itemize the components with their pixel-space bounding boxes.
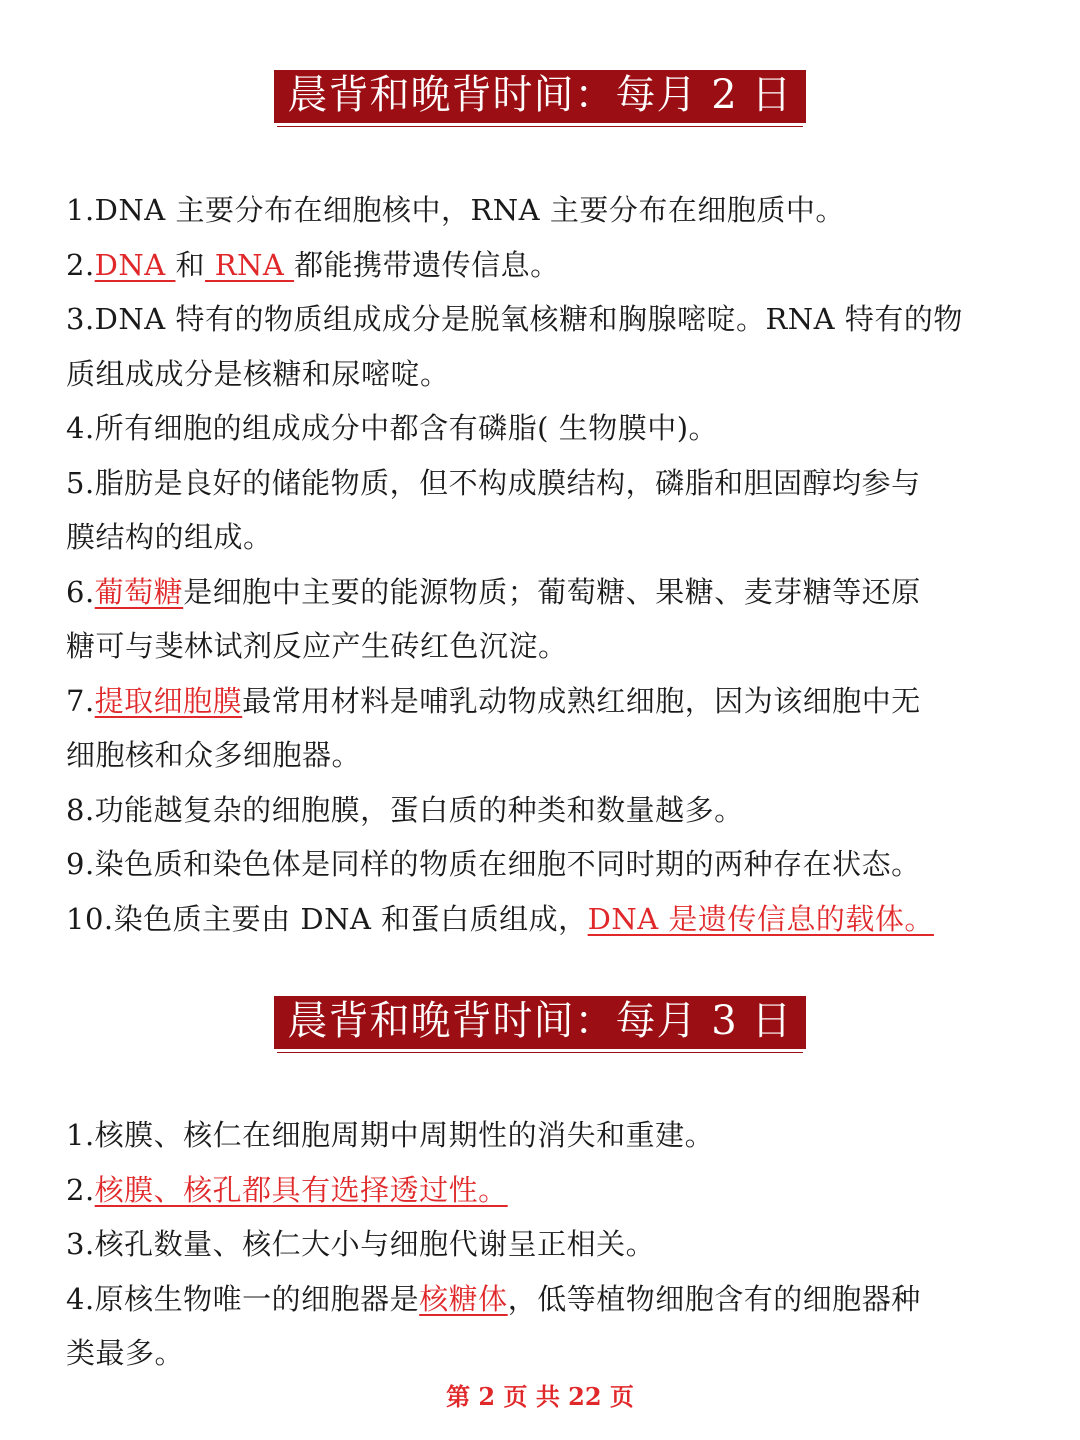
list-item-continued: 质组成成分是核糖和尿嘧啶。	[66, 356, 450, 391]
item-number: 2.	[66, 247, 95, 282]
list-item-continued: 膜结构的组成。	[66, 520, 273, 554]
item-text: 和	[175, 247, 205, 282]
list-item: 1.核膜、核仁在细胞周期中周期性的消失和重建。	[66, 1118, 715, 1152]
list-item	[66, 674, 1016, 729]
item-text: ，低等植物细胞含有的细胞器种	[507, 1281, 921, 1316]
list-item	[66, 892, 1016, 947]
list-item	[66, 1163, 1016, 1218]
highlight-text: DNA	[94, 247, 176, 282]
section1-heading: 晨背和晚背时间：每月 2 日	[274, 70, 807, 123]
list-item: 1.DNA 主要分布在细胞核中，RNA 主要分布在细胞质中。	[66, 193, 845, 227]
item-text: 4.原核生物唯一的细胞器是	[66, 1281, 420, 1316]
list-item: 5.脂肪是良好的储能物质，但不构成膜结构，磷脂和胆固醇均参与	[66, 465, 921, 500]
list-item-continued: 类最多。	[66, 1336, 185, 1370]
highlight-text: RNA	[204, 247, 295, 282]
highlight-text: 核膜、核孔都具有选择透过性。	[94, 1172, 508, 1207]
item-number: 2.	[66, 1172, 95, 1207]
item-number: 6.	[66, 574, 95, 609]
list-item	[66, 565, 1016, 620]
highlight-text: 核糖体	[419, 1281, 508, 1316]
section2-heading-wrap	[0, 996, 1080, 1049]
list-item-continued: 糖可与斐林试剂反应产生砖红色沉淀。	[66, 629, 568, 663]
list-item	[66, 1272, 1016, 1327]
item-text: 都能携带遗传信息。	[294, 247, 560, 282]
item-text: 是细胞中主要的能源物质；葡萄糖、果糖、麦芽糖等还原	[183, 574, 921, 609]
item-text: 10.染色质主要由 DNA 和蛋白质组成，	[66, 901, 588, 936]
list-item: 9.染色质和染色体是同样的物质在细胞不同时期的两种存在状态。	[66, 847, 921, 881]
highlight-text: 提取细胞膜	[94, 683, 243, 718]
list-item-continued: 细胞核和众多细胞器。	[66, 738, 362, 772]
list-item: 8.功能越复杂的细胞膜，蛋白质的种类和数量越多。	[66, 792, 744, 827]
item-text: 最常用材料是哺乳动物成熟红细胞，因为该细胞中无	[242, 683, 921, 718]
section2-heading: 晨背和晚背时间：每月 3 日	[274, 996, 807, 1049]
list-item: 3.核孔数量、核仁大小与细胞代谢呈正相关。	[66, 1227, 656, 1261]
highlight-text: DNA 是遗传信息的载体。	[587, 901, 934, 936]
section2-list	[66, 1108, 1016, 1381]
highlight-text: 葡萄糖	[94, 574, 184, 609]
section1-list	[66, 183, 1016, 946]
page-number: 第 2 页 共 22 页	[446, 1382, 634, 1411]
section1-heading-wrap	[0, 70, 1080, 123]
list-item	[66, 238, 1016, 293]
list-item: 4.所有细胞的组成成分中都含有磷脂( 生物膜中)。	[66, 411, 719, 445]
item-number: 7.	[66, 683, 95, 718]
list-item: 3.DNA 特有的物质组成成分是脱氧核糖和胸腺嘧啶。RNA 特有的物	[66, 302, 963, 336]
